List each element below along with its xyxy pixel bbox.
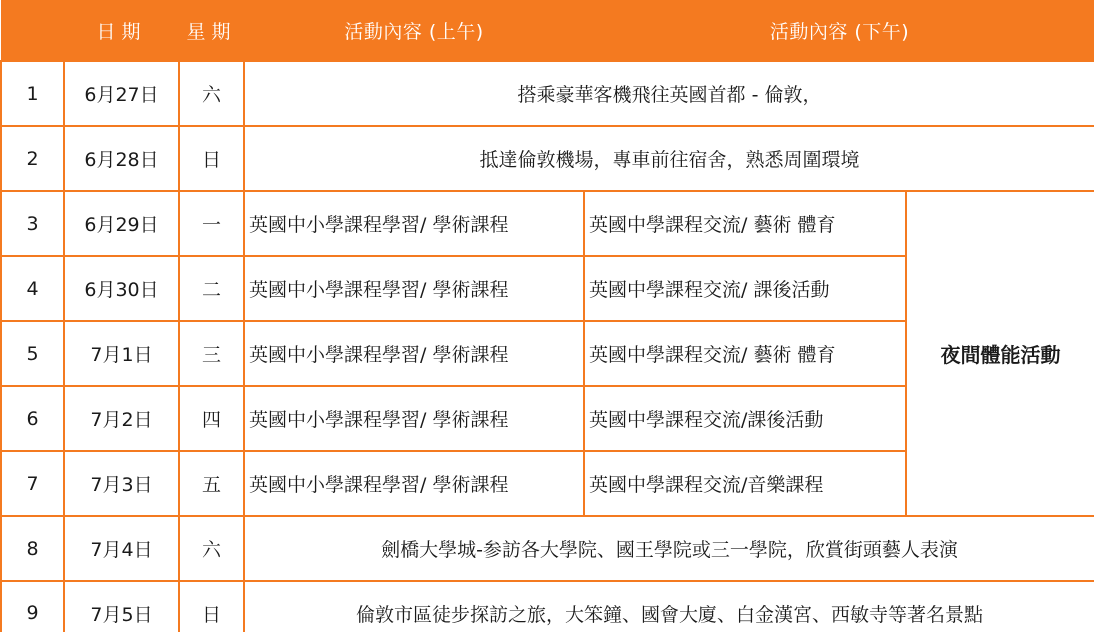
row-num: 5 <box>1 321 64 386</box>
row-num: 6 <box>1 386 64 451</box>
row-pm-activity: 英國中學課程交流/ 藝術 體育 <box>584 191 906 256</box>
row-weekday: 一 <box>179 191 244 256</box>
row-pm-activity: 英國中學課程交流/ 藝術 體育 <box>584 321 906 386</box>
row-date: 7月5日 <box>64 581 179 632</box>
table-row <box>1 516 1094 581</box>
header-date: 日期 <box>64 0 179 61</box>
row-pm-activity: 英國中學課程交流/課後活動 <box>584 386 906 451</box>
header-pm: 活動內容 (下午) <box>584 0 1094 61</box>
row-weekday: 六 <box>179 516 244 581</box>
row-date: 7月2日 <box>64 386 179 451</box>
row-date: 6月27日 <box>64 61 179 126</box>
row-am-activity: 英國中小學課程學習/ 學術課程 <box>244 386 584 451</box>
row-full-day-activity: 劍橋大學城-参訪各大學院、國王學院或三一學院，欣賞街頭藝人表演 <box>244 516 1094 581</box>
row-weekday: 六 <box>179 61 244 126</box>
row-date: 7月3日 <box>64 451 179 516</box>
row-weekday: 三 <box>179 321 244 386</box>
table-row <box>1 126 1094 191</box>
row-am-activity: 英國中小學課程學習/ 學術課程 <box>244 191 584 256</box>
table-header-row <box>1 0 1094 61</box>
header-weekday: 星期 <box>179 0 244 61</box>
row-weekday: 五 <box>179 451 244 516</box>
row-num: 8 <box>1 516 64 581</box>
row-full-day-activity: 搭乘豪華客機飛往英國首都 - 倫敦， <box>244 61 1094 126</box>
table-row <box>1 191 1094 256</box>
row-num: 7 <box>1 451 64 516</box>
row-weekday: 四 <box>179 386 244 451</box>
row-weekday: 二 <box>179 256 244 321</box>
row-pm-activity: 英國中學課程交流/音樂課程 <box>584 451 906 516</box>
table-row <box>1 581 1094 632</box>
row-date: 6月29日 <box>64 191 179 256</box>
header-am: 活動內容 (上午) <box>244 0 584 61</box>
row-weekday: 日 <box>179 126 244 191</box>
row-full-day-activity: 倫敦市區徒步探訪之旅，大笨鐘、國會大廈、白金漢宮、西敏寺等著名景點 <box>244 581 1094 632</box>
evening-activity-cell: 夜間體能活動 <box>906 191 1094 516</box>
table-row <box>1 61 1094 126</box>
row-num: 1 <box>1 61 64 126</box>
row-date: 6月28日 <box>64 126 179 191</box>
row-date: 7月4日 <box>64 516 179 581</box>
row-am-activity: 英國中小學課程學習/ 學術課程 <box>244 256 584 321</box>
row-weekday: 日 <box>179 581 244 632</box>
row-num: 3 <box>1 191 64 256</box>
row-num: 2 <box>1 126 64 191</box>
row-num: 9 <box>1 581 64 632</box>
row-pm-activity: 英國中學課程交流/ 課後活動 <box>584 256 906 321</box>
row-am-activity: 英國中小學課程學習/ 學術課程 <box>244 321 584 386</box>
row-date: 7月1日 <box>64 321 179 386</box>
row-date: 6月30日 <box>64 256 179 321</box>
header-num <box>1 0 64 61</box>
row-num: 4 <box>1 256 64 321</box>
row-full-day-activity: 抵達倫敦機場，專車前往宿舍，熟悉周圍環境 <box>244 126 1094 191</box>
row-am-activity: 英國中小學課程學習/ 學術課程 <box>244 451 584 516</box>
